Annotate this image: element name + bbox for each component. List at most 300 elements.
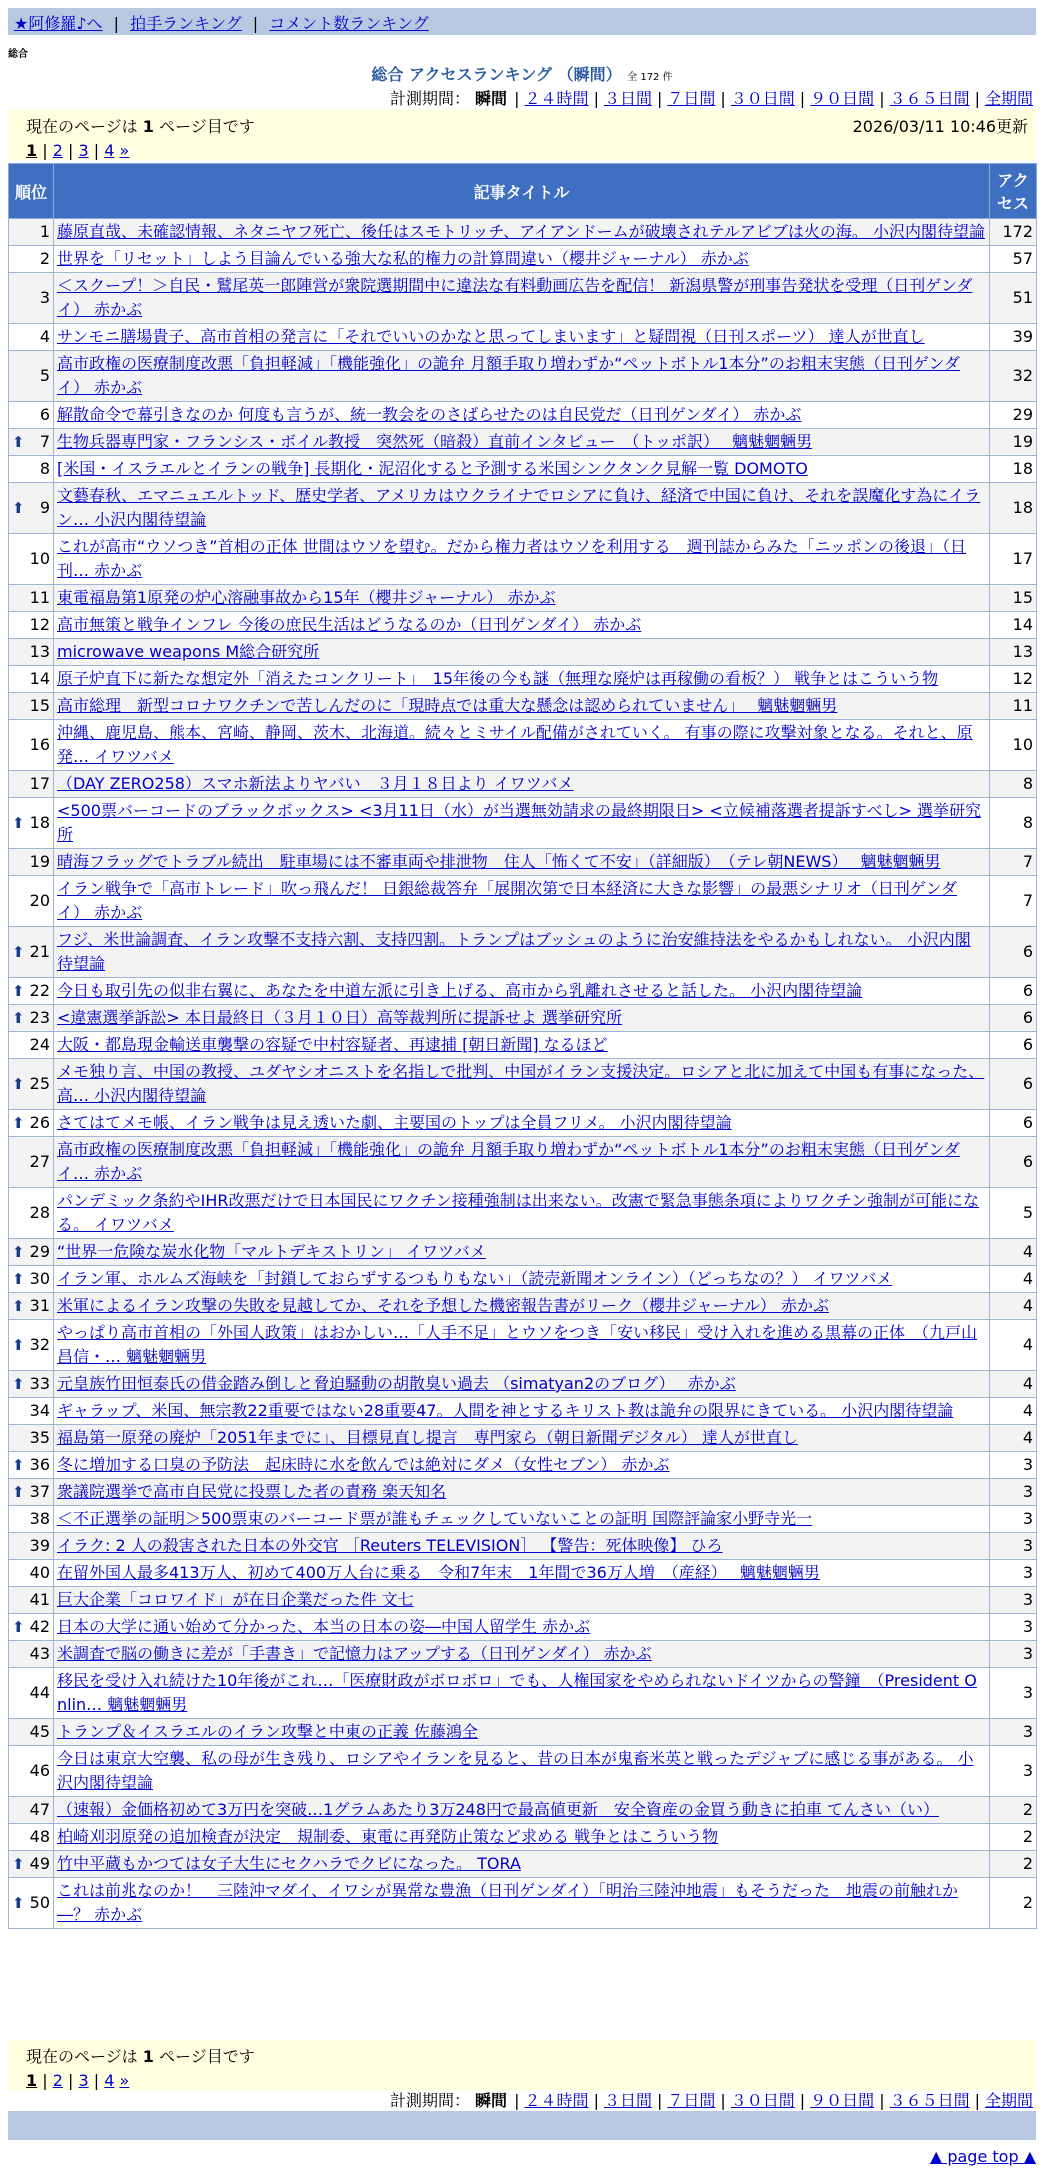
article-title-link[interactable]: 高市政権の医療制度改悪「負担軽減」「機能強化」の詭弁 月額手取り増わずか“ペットボトル1本分”のお粗末実態（日刊ゲンダイ… 赤かぶ <box>57 1140 960 1183</box>
article-title-link[interactable]: フジ、米世論調査、イラン攻撃不支持六割、支持四割。トランプはブッシュのように治安維持法をやるかもしれない。 小沢内閣待望論 <box>57 930 971 973</box>
rank-up-arrow-icon: ⬆ <box>12 943 25 961</box>
rank-cell <box>9 1239 54 1266</box>
rank-cell <box>9 483 54 534</box>
current-page-text <box>26 2044 1018 2067</box>
article-title-link[interactable]: microwave weapons M総合研究所 <box>57 642 320 661</box>
table-row <box>9 1719 1037 1746</box>
period-separator: | <box>879 2091 885 2110</box>
page-link[interactable]: 3 <box>78 2071 89 2090</box>
rank-number: 3 <box>39 288 50 307</box>
rank-up-arrow-icon: ⬆ <box>12 1114 25 1132</box>
access-count: 2 <box>990 1878 1037 1929</box>
article-title-link[interactable]: 移民を受け入れ続けた10年後がこれ…「医療財政がボロボロ」でも、人権国家をやめられないドイツからの警鐘 （President Onlin… 魑魅魍魎男 <box>57 1671 977 1714</box>
article-title-link[interactable]: [米国・イスラエルとイランの戦争] 長期化・泥沼化すると予測する米国シンクタンク見解一覧 DOMOTO <box>57 459 808 478</box>
title-cell <box>54 1005 990 1032</box>
rank-cell <box>9 927 54 978</box>
article-title-link[interactable]: 巨大企業「コロワイド」が在日企業だった件 文七 <box>57 1590 414 1609</box>
rank-cell <box>9 1320 54 1371</box>
rank-number: 9 <box>39 498 50 517</box>
table-row <box>9 1533 1037 1560</box>
rank-cell <box>9 1479 54 1506</box>
table-row <box>9 1188 1037 1239</box>
access-count: 3 <box>990 1668 1037 1719</box>
access-count: 15 <box>990 585 1037 612</box>
table-row <box>9 876 1037 927</box>
period-link[interactable]: ７日間 <box>667 2091 716 2110</box>
title-cell <box>54 1587 990 1614</box>
article-title-link[interactable]: 世界を「リセット」しよう目論んでいる強大な私的権力の計算間違い（櫻井ジャーナル） 赤かぶ <box>57 249 749 268</box>
article-title-link[interactable]: 生物兵器専門家・フランシス・ボイル教授 突然死（暗殺）直前インタビュー （トッポ訳） 魑魅魍魎男 <box>57 432 813 451</box>
period-link[interactable]: ３６５日間 <box>889 89 970 108</box>
rank-cell <box>9 534 54 585</box>
article-title-link[interactable]: 今日も取引先の似非右翼に、あなたを中道左派に引き上げる、高市から乳離れさせると話した。 小沢内閣待望論 <box>57 981 863 1000</box>
rank-number: 45 <box>29 1722 50 1741</box>
article-title-link[interactable]: さてはてメモ帳、イラン戦争は見え透いた劇、主要国のトップは全員フリメ。 小沢内閣待望論 <box>57 1113 732 1132</box>
period-link[interactable]: ２４時間 <box>524 89 589 108</box>
period-label: 計測期間： <box>389 2091 470 2110</box>
rank-cell <box>9 693 54 720</box>
title-cell <box>54 1110 990 1137</box>
article-title-link[interactable]: トランプ＆イスラエルのイラン攻撃と中東の正義 佐藤鴻全 <box>57 1722 478 1741</box>
article-title-link[interactable]: ＜不正選挙の証明＞500票束のバーコード票が誰もチェックしていないことの証明 国際評論家小野寺光一 <box>57 1509 813 1528</box>
rank-cell <box>9 1452 54 1479</box>
period-current: 瞬間 <box>475 89 508 108</box>
period-link[interactable]: ３日間 <box>603 2091 652 2110</box>
table-row <box>9 1560 1037 1587</box>
page-title <box>0 62 1044 85</box>
page-link[interactable]: 3 <box>78 141 89 160</box>
article-title-link[interactable]: 米調査で脳の働きに差が「手書き」で記憶力はアップする（日刊ゲンダイ） 赤かぶ <box>57 1644 652 1663</box>
article-title-link[interactable]: ＜スクープ！＞自民・鷲尾英一郎陣営が衆院選期間中に違法な有料動画広告を配信！ 新潟県警が刑事告発状を受理（日刊ゲンダイ） 赤かぶ <box>57 276 973 319</box>
title-cell <box>54 1533 990 1560</box>
period-link[interactable]: ９０日間 <box>810 89 875 108</box>
rank-number: 17 <box>29 774 50 793</box>
article-title-link[interactable]: （DAY ZERO258）スマホ新法よりヤバい ３月１８日より イワツバメ <box>57 774 574 793</box>
access-count: 4 <box>990 1239 1037 1266</box>
nav-separator: | <box>252 14 259 33</box>
rank-number: 50 <box>29 1893 50 1912</box>
title-cell <box>54 1824 990 1851</box>
current-page-pre: 現在のページは <box>26 2047 138 2066</box>
title-cell <box>54 324 990 351</box>
title-cell <box>54 693 990 720</box>
period-link[interactable]: ３０日間 <box>730 2091 795 2110</box>
title-cell <box>54 876 990 927</box>
title-cell <box>54 1320 990 1371</box>
access-count: 6 <box>990 1005 1037 1032</box>
period-separator: | <box>974 2091 980 2110</box>
title-cell <box>54 534 990 585</box>
page-link[interactable]: 2 <box>52 2071 63 2090</box>
access-count: 3 <box>990 1452 1037 1479</box>
period-separator: | <box>656 89 663 108</box>
period-separator: | <box>656 2091 663 2110</box>
article-title-link[interactable]: パンデミック条約やIHR改悪だけで日本国民にワクチン接種強制は出来ない。改憲で緊急事態条項によりワクチン強制が可能になる。 イワツバメ <box>57 1191 979 1234</box>
period-separator: | <box>593 89 599 108</box>
article-title-link[interactable]: <違憲選挙訴訟> 本日最終日（３月１０日）高等裁判所に提訴せよ 選挙研究所 <box>57 1008 622 1027</box>
article-title-link[interactable]: “世界一危険な炭水化物「マルトデキストリン」 イワツバメ <box>57 1242 486 1261</box>
title-cell <box>54 849 990 876</box>
article-title-link[interactable]: 晴海フラッグでトラブル続出 駐車場には不審車両や排泄物 住人「怖くて不安」（詳細版） （テレ朝NEWS） 魑魅魍魎男 <box>57 852 941 871</box>
page-link-current: 1 <box>26 2071 38 2090</box>
rank-number: 28 <box>29 1203 50 1222</box>
rank-number: 14 <box>29 669 50 688</box>
article-title-link[interactable]: サンモニ膳場貴子、高市首相の発言に「それでいいのかなと思ってしまいます」と疑問視（日刊スポーツ） 達人が世直し <box>57 327 925 346</box>
table-header-row <box>9 164 1037 219</box>
title-cell <box>54 1293 990 1320</box>
period-current: 瞬間 <box>475 2091 508 2110</box>
article-title-link[interactable]: 竹中平蔵もかつては女子大生にセクハラでクビになった。 TORA <box>57 1854 521 1873</box>
table-row <box>9 1239 1037 1266</box>
ranking-table <box>8 163 1037 1929</box>
title-cell <box>54 1506 990 1533</box>
access-count: 32 <box>990 351 1037 402</box>
table-row <box>9 798 1037 849</box>
rank-cell <box>9 585 54 612</box>
access-count: 6 <box>990 1032 1037 1059</box>
page-separator: | <box>62 2071 79 2090</box>
rank-number: 2 <box>39 249 50 268</box>
rank-number: 49 <box>29 1854 50 1873</box>
article-title-link[interactable]: 今日は東京大空襲、私の母が生き残り、ロシアやイランを見ると、昔の日本が鬼畜米英と戦ったデジャブに感じる事がある。 小沢内閣待望論 <box>57 1749 974 1792</box>
rank-cell <box>9 1398 54 1425</box>
rank-number: 23 <box>29 1008 50 1027</box>
page-links <box>26 141 1018 160</box>
pager-bottom <box>8 2040 1036 2090</box>
period-link[interactable]: 全期間 <box>984 2091 1033 2110</box>
access-count: 19 <box>990 429 1037 456</box>
article-title-link[interactable]: やっぱり高市首相の「外国人政策」はおかしい…「人手不足」とウソをつき「安い移民」受け入れを進める黒幕の正体 （九戸山 昌信・… 魑魅魍魎男 <box>57 1323 978 1366</box>
title-cell <box>54 1371 990 1398</box>
title-cell <box>54 1851 990 1878</box>
article-title-link[interactable]: これは前兆なのか！ 三陸沖マダイ、イワシが異常な豊漁（日刊ゲンダイ）「明治三陸沖地震」もそうだった 地震の前触れか―？ 赤かぶ <box>57 1881 958 1924</box>
rank-number: 24 <box>29 1035 50 1054</box>
period-separator: | <box>879 89 885 108</box>
col-access-header: アクセス <box>990 164 1037 219</box>
article-title-link[interactable]: （速報）金価格初めて3万円を突破…1グラムあたり3万248円で最高値更新 安全資産の金買う動きに拍車 てんさい（い） <box>57 1800 940 1819</box>
access-count: 6 <box>990 1059 1037 1110</box>
page-separator: | <box>62 141 79 160</box>
table-row <box>9 666 1037 693</box>
rank-cell <box>9 351 54 402</box>
table-row <box>9 1137 1037 1188</box>
period-link[interactable]: ９０日間 <box>810 2091 875 2110</box>
current-page-number: 1 <box>142 2047 154 2066</box>
title-cell <box>54 1137 990 1188</box>
period-separator: | <box>514 2091 520 2110</box>
rank-number: 41 <box>29 1590 50 1609</box>
title-cell <box>54 456 990 483</box>
rank-number: 12 <box>29 615 50 634</box>
period-link[interactable]: ２４時間 <box>524 2091 589 2110</box>
rank-cell <box>9 246 54 273</box>
period-link[interactable]: ３日間 <box>603 89 652 108</box>
article-title-link[interactable]: メモ独り言、中国の教授、ユダヤシオニストを名指しで批判、中国がイラン支援決定。ロシアと北に加えて中国も有事になった、高… 小沢内閣待望論 <box>57 1062 985 1105</box>
article-title-link[interactable]: 藤原直哉、未確認情報、ネタニヤフ死亡、後任はスモトリッチ、アイアンドームが破壊されテルアビブは火の海。 小沢内閣待望論 <box>57 222 985 241</box>
access-count: 3 <box>990 1641 1037 1668</box>
title-cell <box>54 1479 990 1506</box>
period-link[interactable]: ３０日間 <box>730 89 795 108</box>
title-cell <box>54 273 990 324</box>
comment-ranking-link[interactable]: コメント数ランキング <box>269 14 429 33</box>
access-count: 6 <box>990 978 1037 1005</box>
rank-cell <box>9 849 54 876</box>
table-row <box>9 1506 1037 1533</box>
title-cell <box>54 402 990 429</box>
table-row <box>9 639 1037 666</box>
title-cell <box>54 1425 990 1452</box>
rank-number: 6 <box>39 405 50 424</box>
page-separator: | <box>88 2071 105 2090</box>
rank-up-arrow-icon: ⬆ <box>12 982 25 1000</box>
rank-number: 47 <box>29 1800 50 1819</box>
page-top-link[interactable]: ▲ page top ▲ <box>929 2147 1036 2166</box>
rank-number: 32 <box>29 1335 50 1354</box>
rank-cell <box>9 798 54 849</box>
table-row <box>9 1266 1037 1293</box>
article-title-link[interactable]: 高市無策と戦争インフレ 今後の庶民生活はどうなるのか（日刊ゲンダイ） 赤かぶ <box>57 615 642 634</box>
article-title-link[interactable]: 米軍によるイラン攻撃の失敗を見越してか、それを予想した機密報告書がリーク（櫻井ジャーナル） 赤かぶ <box>57 1296 829 1315</box>
article-title-link[interactable]: 大阪・都島現金輸送車襲撃の容疑で中村容疑者、再逮捕 [朝日新聞] なるほど <box>57 1035 608 1054</box>
article-title-link[interactable]: 在留外国人最多413万人、初めて400万人台に乗る 令和7年末 1年間で36万人増 （産経） 魑魅魍魎男 <box>57 1563 820 1582</box>
rank-cell <box>9 978 54 1005</box>
article-title-link[interactable]: 解散命令で幕引きなのか 何度も言うが、統一教会をのさばらせたのは自民党だ（日刊ゲンダイ） 赤かぶ <box>57 405 802 424</box>
article-title-link[interactable]: 元皇族竹田恒泰氏の借金踏み倒しと脅迫騒動の胡散臭い過去 （simatyan2のブログ） 赤かぶ <box>57 1374 736 1393</box>
title-cell <box>54 1452 990 1479</box>
title-cell <box>54 978 990 1005</box>
rank-cell <box>9 1188 54 1239</box>
article-title-link[interactable]: 原子炉直下に新たな想定外「消えたコンクリート」 15年後の今も謎（無理な廃炉は再稼働の看板？） 戦争とはこういう物 <box>57 669 939 688</box>
access-count: 4 <box>990 1293 1037 1320</box>
table-row <box>9 1614 1037 1641</box>
home-link[interactable]: ★阿修羅♪へ <box>14 14 103 33</box>
col-rank-header: 順位 <box>9 164 54 219</box>
ranking-table-body <box>9 219 1037 1929</box>
table-row <box>9 1452 1037 1479</box>
current-page-post: ページ目です <box>159 117 255 136</box>
period-selector <box>390 86 1036 109</box>
title-cell <box>54 798 990 849</box>
access-count: 7 <box>990 849 1037 876</box>
access-count: 18 <box>990 456 1037 483</box>
rank-number: 39 <box>29 1536 50 1555</box>
rank-number: 40 <box>29 1563 50 1582</box>
period-link[interactable]: 全期間 <box>984 89 1033 108</box>
next-page-link[interactable]: » <box>119 141 130 160</box>
access-count: 4 <box>990 1425 1037 1452</box>
article-title-link[interactable]: 文藝春秋、エマニュエルトッド、歴史学者、アメリカはウクライナでロシアに負け、経済で中国に負け、それを誤魔化す為にイラン… 小沢内閣待望論 <box>57 486 981 529</box>
title-cell <box>54 351 990 402</box>
period-separator: | <box>799 2091 806 2110</box>
title-cell <box>54 720 990 771</box>
page-separator: | <box>37 2071 53 2090</box>
rank-cell <box>9 612 54 639</box>
period-links <box>512 89 1036 108</box>
title-cell <box>54 666 990 693</box>
article-title-link[interactable]: イラク: 2 人の殺害された日本の外交官 ［Reuters TELEVISION］ 【警告：死体映像】 ひろ <box>57 1536 723 1555</box>
pager-top <box>8 110 1036 160</box>
page-separator: | <box>88 141 105 160</box>
article-title-link[interactable]: ギャラップ、米国、無宗教22重要ではない28重要47。人間を神とするキリスト教は詭弁の限界にきている。 小沢内閣待望論 <box>57 1401 954 1420</box>
title-cell <box>54 639 990 666</box>
access-count: 17 <box>990 534 1037 585</box>
nav-separator: | <box>113 14 120 33</box>
rank-number: 34 <box>29 1401 50 1420</box>
rank-up-arrow-icon: ⬆ <box>12 1297 25 1315</box>
access-count: 3 <box>990 1746 1037 1797</box>
access-count: 4 <box>990 1266 1037 1293</box>
rank-number: 1 <box>39 222 50 241</box>
rank-up-arrow-icon: ⬆ <box>12 1243 25 1261</box>
rank-cell <box>9 771 54 798</box>
table-row <box>9 1878 1037 1929</box>
rank-up-arrow-icon: ⬆ <box>12 1336 25 1354</box>
title-cell <box>54 483 990 534</box>
access-count: 12 <box>990 666 1037 693</box>
table-row <box>9 402 1037 429</box>
period-links <box>512 2091 1036 2110</box>
rank-cell <box>9 1560 54 1587</box>
table-row <box>9 456 1037 483</box>
rank-number: 35 <box>29 1428 50 1447</box>
period-link[interactable]: ３６５日間 <box>889 2091 970 2110</box>
article-title-link[interactable]: イラン軍、ホルムズ海峡を「封鎖しておらずするつもりもない」（読売新聞オンライン）（どっちなの？） イワツバメ <box>57 1269 893 1288</box>
clap-ranking-link[interactable]: 拍手ランキング <box>130 14 242 33</box>
rank-number: 29 <box>29 1242 50 1261</box>
article-title-link[interactable]: 衆議院選挙で高市自民党に投票した者の責務 楽天知名 <box>57 1482 447 1501</box>
rank-number: 46 <box>29 1761 50 1780</box>
rank-cell <box>9 720 54 771</box>
table-row <box>9 324 1037 351</box>
access-count: 13 <box>990 639 1037 666</box>
page-link[interactable]: 4 <box>104 141 115 160</box>
period-label: 計測期間： <box>389 89 470 108</box>
rank-number: 13 <box>29 642 50 661</box>
current-page-number: 1 <box>142 117 154 136</box>
rank-number: 20 <box>29 891 50 910</box>
table-row <box>9 1371 1037 1398</box>
rank-up-arrow-icon: ⬆ <box>12 499 25 517</box>
access-count: 10 <box>990 720 1037 771</box>
table-row <box>9 1293 1037 1320</box>
period-separator: | <box>974 89 980 108</box>
table-row <box>9 693 1037 720</box>
title-cell <box>54 1746 990 1797</box>
title-cell <box>54 1668 990 1719</box>
article-title-link[interactable]: 高市総理 新型コロナワクチンで苦しんだのに「現時点では重大な懸念は認められていません」 魑魅魍魎男 <box>57 696 838 715</box>
access-count: 8 <box>990 771 1037 798</box>
table-row <box>9 1668 1037 1719</box>
title-cell <box>54 1239 990 1266</box>
rank-cell <box>9 1137 54 1188</box>
access-count: 11 <box>990 693 1037 720</box>
article-title-link[interactable]: 東電福島第1原発の炉心溶融事故から15年（櫻井ジャーナル） 赤かぶ <box>57 588 556 607</box>
access-count: 18 <box>990 483 1037 534</box>
article-title-link[interactable]: 高市政権の医療制度改悪「負担軽減」「機能強化」の詭弁 月額手取り増わずか“ペットボトル1本分”のお粗末実態（日刊ゲンダイ） 赤かぶ <box>57 354 960 397</box>
table-row <box>9 1851 1037 1878</box>
period-separator: | <box>720 2091 726 2110</box>
rank-up-arrow-icon: ⬆ <box>12 1456 25 1474</box>
title-cell <box>54 1059 990 1110</box>
article-title-link[interactable]: 福島第一原発の廃炉「2051年までに」、目標見直し提言 専門家ら（朝日新聞デジタル） 達人が世直し <box>57 1428 798 1447</box>
current-page-pre: 現在のページは <box>26 117 138 136</box>
access-count: 39 <box>990 324 1037 351</box>
rank-cell <box>9 1614 54 1641</box>
article-title-link[interactable]: 柏崎刈羽原発の追加検査が決定 規制委、東電に再発防止策など求める 戦争とはこういう物 <box>57 1827 719 1846</box>
rank-number: 5 <box>39 366 50 385</box>
rank-number: 37 <box>29 1482 50 1501</box>
rank-up-arrow-icon: ⬆ <box>12 1270 25 1288</box>
access-count: 51 <box>990 273 1037 324</box>
page-link[interactable]: 2 <box>52 141 63 160</box>
next-page-link[interactable]: » <box>119 2071 130 2090</box>
table-row <box>9 1479 1037 1506</box>
article-title-link[interactable]: 沖縄、鹿児島、熊本、宮崎、静岡、茨木、北海道。続々とミサイル配備がされていく。 有事の際に攻撃対象となる。それと、原発… イワツバメ <box>57 723 973 766</box>
rank-number: 25 <box>29 1074 50 1093</box>
rank-cell <box>9 1878 54 1929</box>
table-row <box>9 1110 1037 1137</box>
access-count: 3 <box>990 1587 1037 1614</box>
rank-number: 7 <box>39 432 50 451</box>
article-title-link[interactable]: <500票バーコードのブラックボックス> <3月11日（水）が当選無効請求の最終期限日> <立候補落選者提訴すべし> 選挙研究所 <box>57 801 981 844</box>
footer-bar <box>8 2111 1036 2140</box>
updated-time: 2026/03/11 10:46更新 <box>852 117 1028 136</box>
rank-cell <box>9 1851 54 1878</box>
rank-number: 4 <box>39 327 50 346</box>
access-count: 3 <box>990 1479 1037 1506</box>
article-title-link[interactable]: 冬に増加する口臭の予防法 起床時に水を飲んでは絶対にダメ（女性セブン） 赤かぶ <box>57 1455 670 1474</box>
table-row <box>9 429 1037 456</box>
rank-up-arrow-icon: ⬆ <box>12 1483 25 1501</box>
rank-number: 10 <box>29 549 50 568</box>
article-title-link[interactable]: イラン戦争で「高市トレード」吹っ飛んだ！ 日銀総裁答弁「展開次第で日本経済に大きな影響」の最悪シナリオ（日刊ゲンダイ） 赤かぶ <box>57 879 957 922</box>
top-nav-bar <box>8 8 1036 35</box>
access-count: 6 <box>990 927 1037 978</box>
table-row <box>9 927 1037 978</box>
rank-cell <box>9 1005 54 1032</box>
rank-cell <box>9 1032 54 1059</box>
rank-cell <box>9 1746 54 1797</box>
period-link[interactable]: ７日間 <box>667 89 716 108</box>
rank-cell <box>9 219 54 246</box>
access-count: 172 <box>990 219 1037 246</box>
rank-up-arrow-icon: ⬆ <box>12 1075 25 1093</box>
access-count: 3 <box>990 1533 1037 1560</box>
table-row <box>9 585 1037 612</box>
title-cell <box>54 612 990 639</box>
rank-cell <box>9 1110 54 1137</box>
page-link[interactable]: 4 <box>104 2071 115 2090</box>
article-title-link[interactable]: これが高市“ウソつき”首相の正体 世間はウソを望む。だから権力者はウソを利用する 週刊誌からみた「ニッポンの後退」（日刊… 赤かぶ <box>57 537 967 580</box>
rank-number: 31 <box>29 1296 50 1315</box>
article-title-link[interactable]: 日本の大学に通い始めて分かった、本当の日本の姿―中国人留学生 赤かぶ <box>57 1617 591 1636</box>
title-cell <box>54 1797 990 1824</box>
table-row <box>9 483 1037 534</box>
rank-cell <box>9 1641 54 1668</box>
table-row <box>9 978 1037 1005</box>
title-cell <box>54 1641 990 1668</box>
access-count: 8 <box>990 798 1037 849</box>
access-count: 2 <box>990 1824 1037 1851</box>
rank-number: 15 <box>29 696 50 715</box>
rank-number: 30 <box>29 1269 50 1288</box>
rank-up-arrow-icon: ⬆ <box>12 1375 25 1393</box>
access-count: 4 <box>990 1320 1037 1371</box>
title-cell <box>54 219 990 246</box>
access-count: 6 <box>990 1137 1037 1188</box>
rank-cell <box>9 1668 54 1719</box>
period-separator: | <box>720 89 726 108</box>
